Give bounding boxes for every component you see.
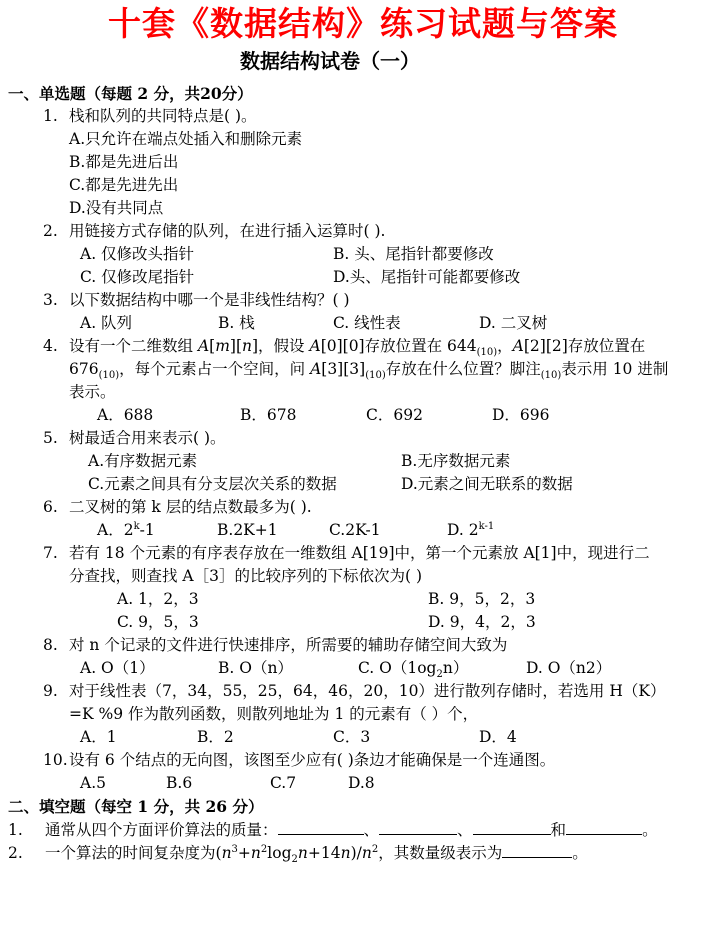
answer-blank[interactable] (473, 818, 551, 835)
option-d: D. O（n2） (526, 659, 612, 677)
option-d: D．4 (479, 728, 517, 746)
option-d: D. 9，4，2，3 (428, 613, 536, 631)
question-text: 设有 6 个结点的无向图，该图至少应有( )条边才能确保是一个连通图。 (69, 751, 556, 769)
answer-blank[interactable] (278, 818, 364, 835)
section-single-choice: 一、单选题（每题 2 分，共20分） (8, 84, 253, 103)
option-c: C.2K-1 (329, 521, 381, 539)
question-6 (43, 496, 707, 519)
question-text: 二叉树的第 k 层的结点数最多为( ). (69, 498, 312, 516)
question-number: 7. (43, 544, 58, 562)
option-c: C.7 (270, 774, 297, 792)
question-text: 栈和队列的共同特点是( )。 (69, 107, 257, 125)
option-c: C. $O(1og_2n)$ (358, 659, 469, 681)
question-text: 对 n 个记录的文件进行快速排序，所需要的辅助存储空间大致为 (69, 636, 508, 654)
option-a: A．2$^k$-1 (97, 520, 155, 539)
question-text: 对于线性表（7，34，55，25，64，46，20，10）进行散列存储时，若选用 H（K） (69, 682, 666, 700)
question-text: 若有 18 个元素的有序表存放在一维数组 A[19]中，第一个元素放 A[1]中，现进行二 (69, 544, 650, 562)
option-b: B. 栈 (218, 314, 255, 332)
fill-question-2: 2. 一个算法的时间复杂度为$(n^3+n^2\log_2n+14n)/n^2$，其数量级表示为 。 (8, 841, 588, 865)
option-a: A. 队列 (80, 314, 133, 332)
option-b: B. 头、尾指针都要修改 (333, 245, 494, 263)
option-b: B.6 (166, 774, 193, 792)
question-number: 4. (43, 337, 58, 355)
option-a: A.有序数据元素 (88, 452, 198, 470)
fill-question-1: 1. 通常从四个方面评价算法的质量： 、 、 和 。 (8, 818, 658, 842)
answer-blank[interactable] (502, 841, 572, 858)
question-number: 10. (43, 751, 68, 769)
section-fill-in: 二、填空题（每空 1 分，共 26 分） (8, 797, 264, 816)
question-number: 2. (43, 222, 58, 240)
option-b: B.2K+1 (217, 521, 278, 539)
question-number: 2. (8, 844, 23, 862)
answer-blank[interactable] (379, 818, 457, 835)
question-text: 通常从四个方面评价算法的质量： (45, 821, 278, 839)
question-4: 4. 设有一个二维数组 A[m][n]，假设 A[0][0]存放位置在 $644_{(10)}$，A[2][2]存放位置在 (43, 337, 646, 359)
option-c: C.都是先进先出 (69, 176, 179, 194)
option-d: D. 二叉树 (479, 314, 548, 332)
option-b: B．2 (197, 728, 234, 746)
option-d: D．696 (492, 406, 550, 424)
option-b: B. 9，5，2，3 (428, 590, 536, 608)
question-number: 3. (43, 291, 58, 309)
question-9 (43, 680, 707, 703)
option-a: A．688 (97, 406, 154, 424)
question-5 (43, 427, 707, 450)
question-3 (43, 289, 707, 312)
option-c: C．692 (366, 406, 423, 424)
question-2 (43, 220, 707, 243)
question-text: 树最适合用来表示( )。 (69, 429, 226, 447)
option-a: A．1 (80, 728, 117, 746)
option-c: C. 9，5，3 (117, 613, 199, 631)
option-a: A.5 (80, 774, 106, 792)
option-a: A. O（1） (80, 659, 155, 677)
option-c: C.元素之间具有分支层次关系的数据 (88, 475, 337, 493)
question-number: 8. (43, 636, 58, 654)
option-b: B. O（n） (218, 659, 293, 677)
question-7 (43, 542, 707, 565)
option-a: A. 仅修改头指针 (80, 245, 195, 263)
question-text: 以下数据结构中哪一个是非线性结构？( ) (69, 291, 350, 309)
main-title: 十套《数据结构》练习试题与答案 (108, 4, 618, 43)
option-d: D.没有共同点 (69, 199, 164, 217)
question-number: 1. (43, 107, 58, 125)
option-a: A. 1，2，3 (117, 590, 199, 608)
question-number: 6. (43, 498, 58, 516)
question-7-line-2: 分查找，则查找 A［3］的比较序列的下标依次为( ) (69, 567, 423, 585)
question-number: 1. (8, 821, 23, 839)
question-8 (43, 634, 707, 657)
option-d: D.头、尾指针可能都要修改 (333, 268, 521, 286)
question-4-line-3: 表示。 (69, 383, 116, 401)
question-number: 5. (43, 429, 58, 447)
question-number: 9. (43, 682, 58, 700)
exam-subtitle: 数据结构试卷（一） (240, 49, 420, 73)
question-text: 用链接方式存储的队列，在进行插入运算时( ). (69, 222, 386, 240)
question-10 (43, 749, 707, 772)
option-c: C. 仅修改尾指针 (80, 268, 195, 286)
option-b: B.无序数据元素 (401, 452, 511, 470)
option-c: C．3 (333, 728, 371, 746)
option-d: D.8 (348, 774, 375, 792)
question-4-line-2: $676_{(10)}$，每个元素占一个空间，问 $A[3][3]_{(10)}$存放在什么位置？脚注$_{(10)}$表示用 10 进制 (69, 360, 669, 382)
option-d: D.元素之间无联系的数据 (401, 475, 573, 493)
question-1 (43, 105, 707, 128)
option-b: B．678 (240, 406, 297, 424)
option-b: B.都是先进后出 (69, 153, 179, 171)
question-9-line-2: =K %9 作为散列函数，则散列地址为 1 的元素有（ ）个， (69, 705, 479, 723)
option-a: A.只允许在端点处插入和删除元素 (69, 130, 303, 148)
option-c: C. 线性表 (333, 314, 401, 332)
option-d: D. 2$^{k-1}$ (447, 520, 495, 539)
answer-blank[interactable] (566, 818, 642, 835)
